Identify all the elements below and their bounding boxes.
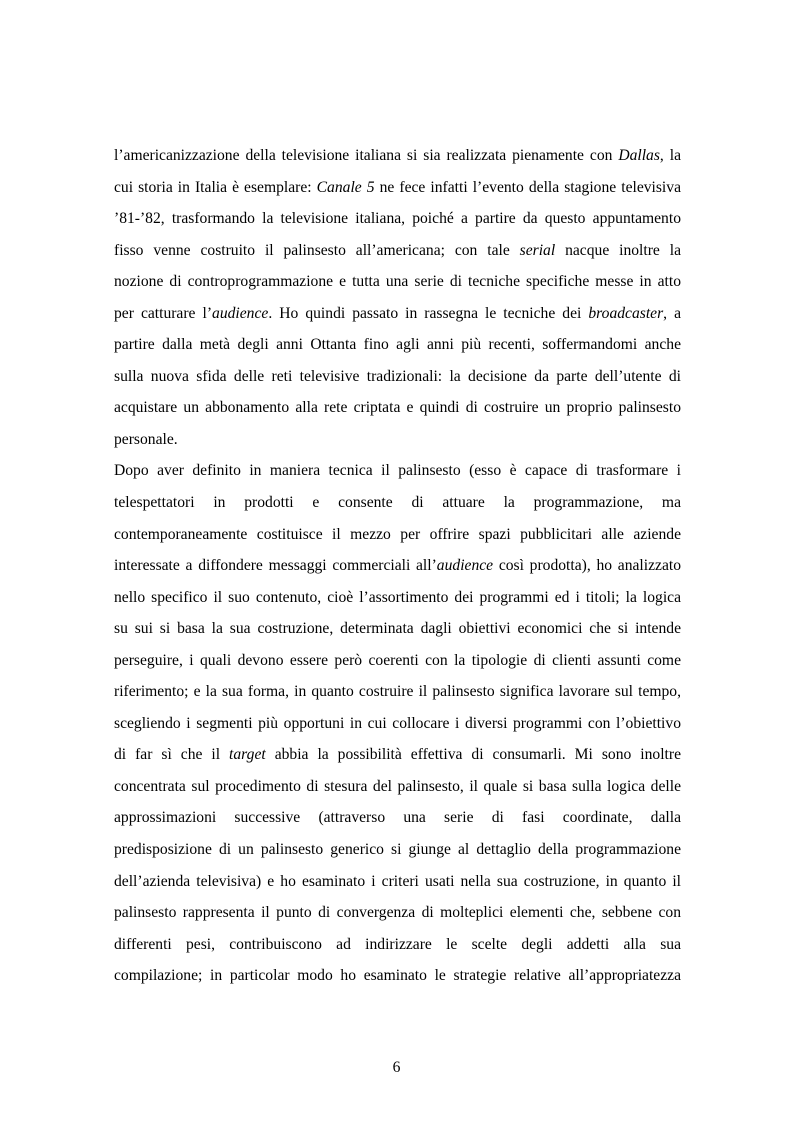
italic-text: audience	[436, 557, 494, 575]
text-segment: compilazione; in particolar modo ho esaminato le strategie relative all’appropriatezza	[114, 967, 681, 985]
text-line	[114, 582, 681, 614]
italic-text: serial	[519, 241, 556, 259]
text-segment: abbia la possibilità effettiva di consumarli. Mi sono inoltre	[265, 746, 682, 764]
text-segment: nello specifico il suo contenuto, cioè l’assortimento dei programmi ed i titoli; la logica	[114, 588, 681, 606]
text-line	[114, 235, 681, 267]
page-number: 6	[392, 1059, 401, 1076]
text-line	[114, 487, 681, 519]
text-segment: acquistare un abbonamento alla rete criptata e quindi di costruire un proprio palinsesto	[114, 399, 681, 417]
italic-text: broadcaster	[588, 304, 664, 322]
text-line	[114, 613, 681, 645]
italic-text: Canale 5	[316, 178, 375, 196]
text-line	[114, 866, 681, 898]
text-segment: cui storia in Italia è esemplare:	[114, 178, 317, 196]
text-line	[114, 802, 681, 834]
text-segment: perseguire, i quali devono essere però coerenti con la tipologie di clienti assunti come	[114, 651, 681, 669]
text-segment: sulla nuova sfida delle reti televisive tradizionali: la decisione da parte dell’utente di	[114, 367, 681, 385]
text-segment: l’americanizzazione della televisione italiana si sia realizzata pienamente con	[114, 147, 619, 164]
text-segment: per catturare l’	[114, 304, 213, 322]
text-segment: partire dalla metà degli anni Ottanta fino agli anni più recenti, soffermandomi anche	[114, 336, 681, 354]
text-line	[114, 298, 681, 330]
text-segment: interessate a diffondere messaggi commerciali all’	[114, 557, 437, 575]
text-segment: contemporaneamente costituisce il mezzo per offrire spazi pubblicitari alle aziende	[114, 525, 681, 543]
text-line	[114, 771, 681, 803]
italic-text: target	[229, 746, 266, 764]
text-segment: differenti pesi, contribuiscono ad indirizzare le scelte degli addetti alla sua	[114, 935, 681, 953]
text-segment: telespettatori in prodotti e consente di attuare la programmazione, ma	[114, 494, 681, 512]
text-segment: riferimento; e la sua forma, in quanto costruire il palinsesto significa lavorare sul tempo,	[114, 683, 681, 701]
text-segment: Dopo aver definito in maniera tecnica il palinsesto (esso è capace di trasformare i	[114, 462, 681, 480]
text-line	[114, 329, 681, 361]
text-line	[114, 708, 681, 740]
text-line	[114, 550, 681, 582]
text-line	[114, 424, 681, 456]
text-segment: , la	[659, 147, 681, 164]
text-segment: predisposizione di un palinsesto generico si giunge al dettaglio della programmazione	[114, 841, 681, 859]
text-segment: scegliendo i segmenti più opportuni in cui collocare i diversi programmi con l’obiettivo	[114, 714, 681, 732]
text-segment: di far sì che il	[114, 746, 230, 764]
text-segment: ne fece infatti l’evento della stagione televisiva	[374, 178, 681, 196]
text-segment: ’81-’82, trasformando la televisione italiana, poiché a partire da questo appuntamento	[114, 210, 681, 228]
text-segment: , a	[663, 304, 682, 322]
text-segment: . Ho quindi passato in rassegna le tecniche dei	[268, 304, 589, 322]
text-line	[114, 392, 681, 424]
text-segment: così prodotta), ho analizzato	[493, 557, 681, 575]
text-line	[114, 645, 681, 677]
text-line	[114, 739, 681, 771]
text-line	[114, 266, 681, 298]
text-segment: approssimazioni successive (attraverso una serie di fasi coordinate, dalla	[114, 809, 681, 827]
text-line	[114, 361, 681, 393]
text-segment: fisso venne costruito il palinsesto all’americana; con tale	[114, 241, 520, 259]
text-segment: dell’azienda televisiva) e ho esaminato i criteri usati nella sua costruzione, in quanto il	[114, 872, 681, 890]
text-line	[114, 929, 681, 961]
text-line	[114, 676, 681, 708]
text-line	[114, 519, 681, 551]
text-line	[114, 455, 681, 487]
text-segment: nozione di controprogrammazione e tutta una serie di tecniche specifiche messe in atto	[114, 273, 681, 291]
text-line	[114, 172, 681, 204]
text-segment: nacque inoltre la	[555, 241, 681, 259]
body-text	[114, 140, 681, 992]
text-segment: palinsesto rappresenta il punto di convergenza di molteplici elementi che, sebbene con	[114, 904, 681, 922]
text-line	[114, 897, 681, 929]
text-segment: concentrata sul procedimento di stesura del palinsesto, il quale si basa sulla logica delle	[114, 777, 681, 795]
italic-text: Dallas	[618, 147, 660, 164]
text-line	[114, 960, 681, 992]
text-segment: su sui si basa la sua costruzione, determinata dagli obiettivi economici che si intende	[114, 620, 681, 638]
text-segment: personale.	[114, 430, 178, 448]
italic-text: audience	[212, 304, 269, 322]
text-line	[114, 203, 681, 235]
text-line	[114, 834, 681, 866]
text-line	[114, 140, 681, 172]
